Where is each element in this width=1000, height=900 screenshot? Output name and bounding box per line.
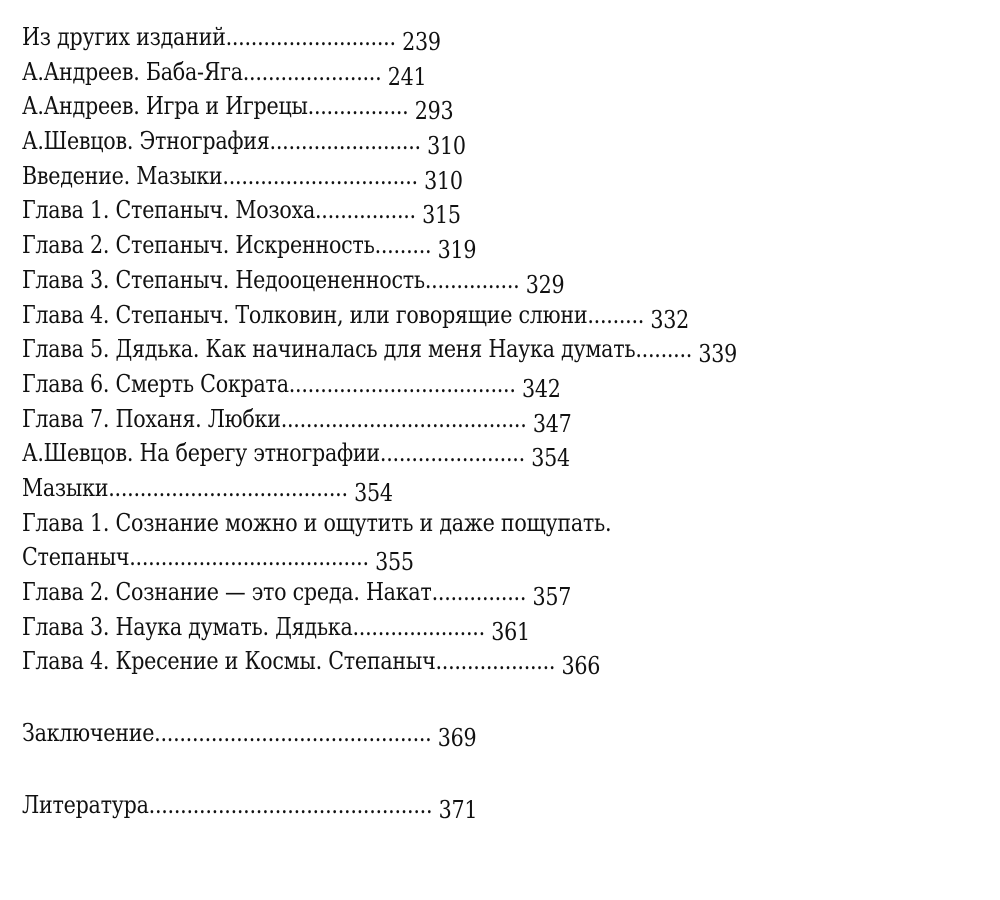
toc-entry-page: 354 (531, 444, 570, 473)
toc-entry-title: А.Шевцов. На берегу этнографии (22, 439, 380, 468)
toc-entry-title: Глава 6. Смерть Сократа (22, 369, 289, 398)
toc-entry (22, 644, 737, 679)
toc-entry-page: 339 (698, 340, 738, 369)
toc-entry-dots: ......... (374, 231, 432, 260)
toc-entry (22, 436, 737, 471)
toc-entry-title: Глава 2. Степаныч. Искренность (22, 231, 375, 260)
toc-entry-title: Глава 3. Наука думать. Дядька (22, 612, 353, 641)
toc-entry-page: 354 (354, 478, 393, 507)
toc-entry (22, 228, 737, 263)
toc-entry-title: А.Шевцов. Этнография (22, 127, 270, 156)
toc-entry-title: Глава 2. Сознание — это среда. Накат (22, 578, 432, 606)
toc-entry-title: Глава 7. Поханя. Любки (22, 404, 281, 433)
spacer (22, 679, 853, 716)
toc-entry-literature (22, 788, 737, 823)
toc-entry-page: 347 (532, 409, 572, 438)
toc-entry (22, 575, 737, 610)
toc-entry-dots: ......... (635, 335, 693, 364)
toc-entry-dots: ................... (435, 647, 556, 676)
toc-entry (22, 367, 737, 402)
toc-entry-page: 371 (438, 795, 478, 824)
toc-entry (22, 506, 737, 541)
toc-entry-dots: ....................... (379, 439, 525, 468)
toc-entry-title: Глава 3. Степаныч. Недооцененность (22, 265, 425, 294)
toc-entry (22, 20, 737, 55)
toc-entry-dots: ............................................. (148, 790, 433, 819)
toc-entry-page: 366 (561, 652, 601, 681)
toc-entry-page: 332 (650, 305, 690, 334)
toc-entry-dots: ..................... (352, 612, 485, 641)
toc-entry-page: 329 (525, 270, 565, 299)
toc-entry-dots: ........................... (225, 23, 396, 51)
toc-entry-page: 355 (375, 548, 414, 577)
toc-entry-page: 361 (491, 617, 530, 646)
toc-entry-page: 315 (422, 201, 461, 230)
toc-entry-dots: ............................... (222, 161, 418, 190)
toc-entry-title: А.Андреев. Баба-Яга (22, 57, 243, 86)
toc-entry-title: Глава 1. Степаныч. Мозоха (22, 196, 316, 225)
toc-entry-dots: ......... (587, 300, 645, 329)
toc-entry-title: Глава 4. Кресение и Космы. Степаныч (22, 647, 436, 676)
toc-entry-conclusion (22, 716, 737, 751)
toc-entry-dots: ............... (424, 265, 520, 294)
toc-entry-dots: ........................ (269, 127, 421, 156)
toc-entry (22, 159, 737, 194)
toc-entry-dots: ...................................... (129, 543, 369, 572)
toc-entry-title: Глава 1. Сознание можно и ощутить и даже пощупать. (22, 508, 612, 537)
toc-entry (22, 471, 737, 506)
toc-entry-title: А.Андреев. Игра и Игрецы (22, 92, 308, 121)
toc-entry-title: Глава 5. Дядька. Как начиналась для меня Наука думать (22, 335, 636, 364)
toc-entry-page: 293 (414, 97, 454, 126)
toc-entry (22, 298, 737, 333)
toc-entry-page: 310 (424, 166, 463, 195)
toc-entry-page: 241 (387, 62, 427, 91)
toc-entry-dots: ...................................... (108, 473, 348, 502)
toc-entry (22, 193, 737, 228)
toc-entry (22, 540, 737, 575)
toc-entry-title: Заключение (22, 719, 155, 748)
toc-entry-page: 357 (532, 583, 572, 611)
toc-entry-title: Мазыки (22, 473, 109, 502)
toc-entry (22, 402, 737, 437)
toc-entry (22, 89, 737, 124)
toc-entry (22, 332, 737, 367)
toc-entry-title: Степаныч (22, 543, 130, 572)
toc-entry-page: 369 (437, 724, 477, 753)
spacer (22, 751, 853, 788)
toc-entry-dots: ................ (315, 196, 416, 225)
toc-entry-dots: ............... (431, 578, 527, 606)
toc-entry-page: 319 (437, 236, 477, 265)
toc-entry-page: 310 (427, 132, 466, 161)
toc-entry-dots: .................................... (288, 369, 516, 398)
toc-entry (22, 55, 737, 90)
toc-entry-title: Глава 4. Степаныч. Толковин, или говорящие слюни (22, 300, 588, 329)
toc-entry (22, 263, 737, 298)
toc-entry-title: Из других изданий (22, 23, 226, 51)
toc-entry (22, 610, 737, 645)
toc-entry-dots: ............................................ (154, 719, 432, 748)
toc-entry-title: Литература (22, 790, 149, 819)
toc-entry-dots: ...................... (242, 57, 382, 86)
toc-entry-page: 239 (402, 28, 441, 56)
toc-entry-title: Введение. Мазыки (22, 161, 223, 190)
toc-entry-dots: ................ (307, 92, 409, 121)
toc-entry (22, 124, 737, 159)
toc-entry-dots: ....................................... (280, 404, 527, 433)
toc-entry-page: 342 (521, 374, 561, 403)
table-of-contents (22, 20, 853, 822)
